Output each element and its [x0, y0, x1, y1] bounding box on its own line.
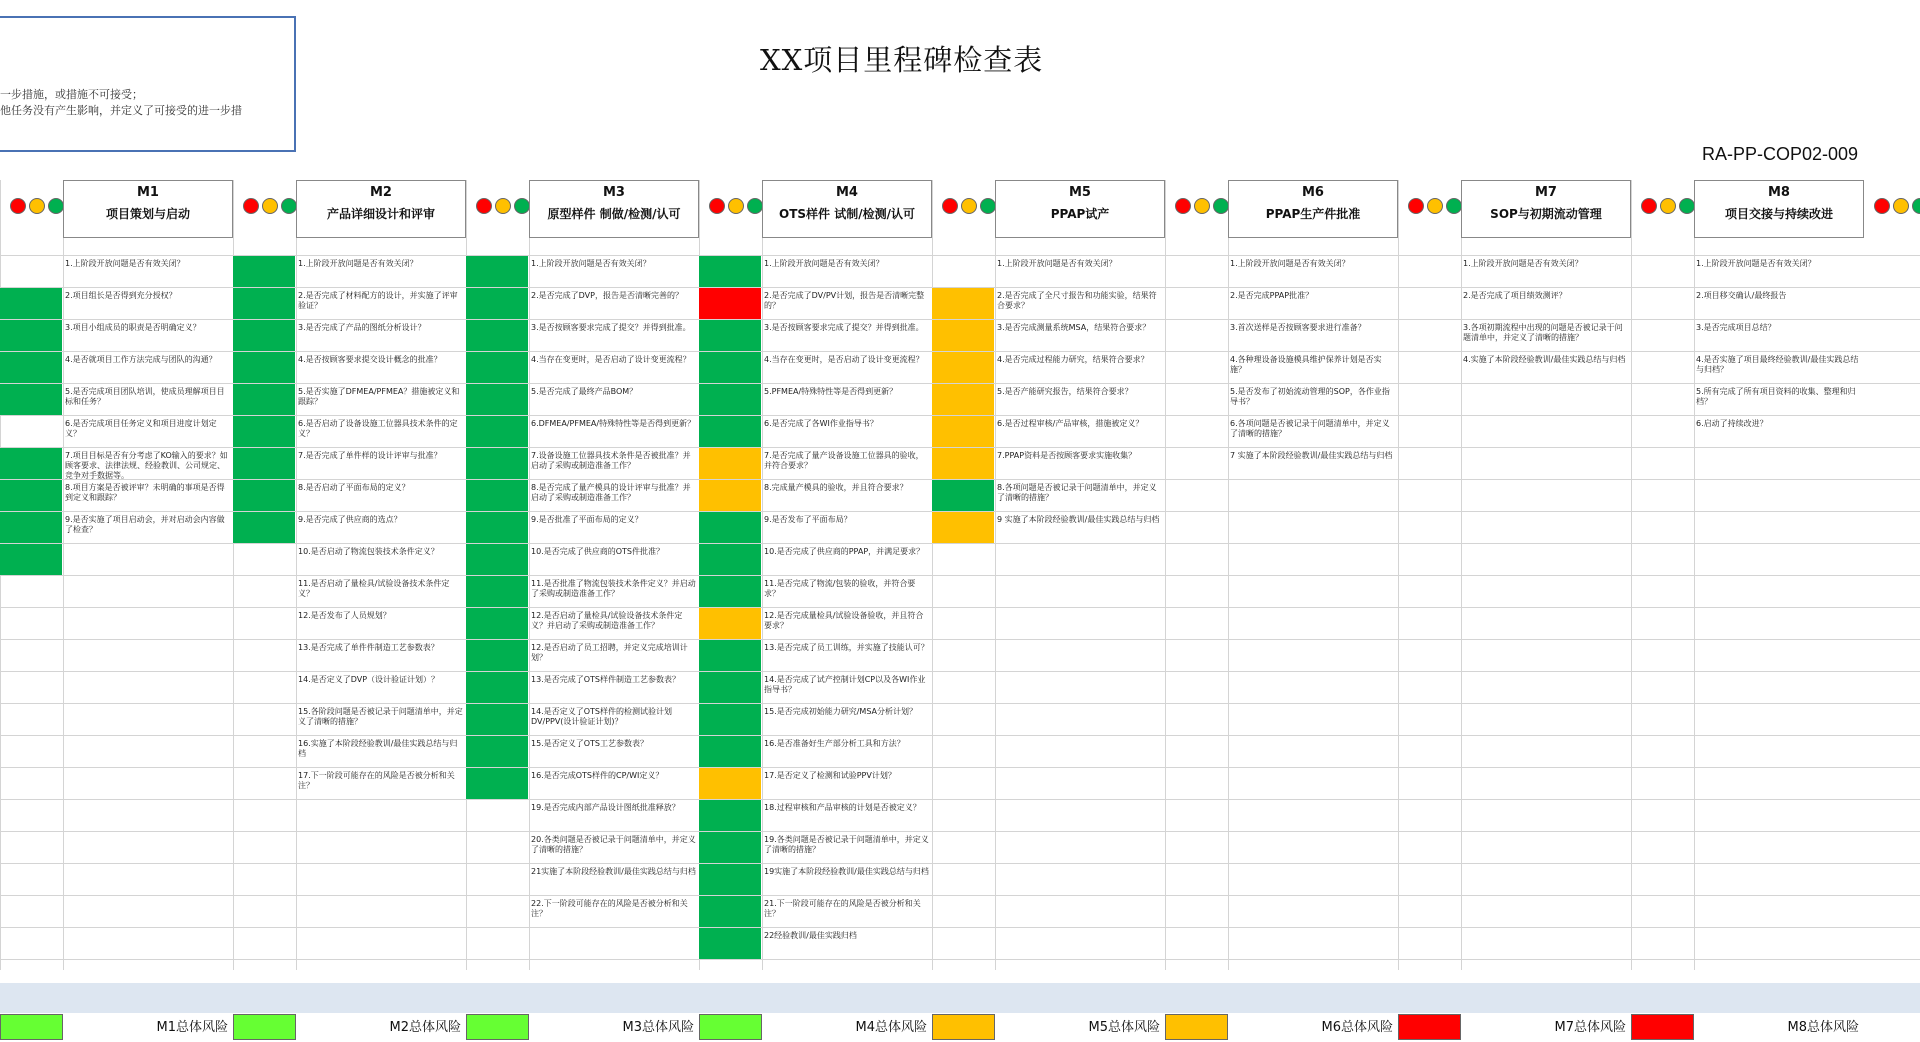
status-cell-amber	[932, 448, 994, 479]
task-item: 16.是否完成OTS样件的CP/WI定义？	[531, 771, 664, 780]
overall-risk-indicator-m6	[1398, 1014, 1461, 1040]
task-item: 11.是否启动了量检具/试验设备技术条件定义？	[298, 579, 450, 598]
note-line-1: 一步措施，或措施不可接受；	[0, 88, 143, 101]
task-item: 7.是否完成了单件样的设计评审与批准？	[298, 451, 442, 460]
task-item: 2.项目组长是否得到充分授权？	[65, 291, 177, 300]
task-item: 12.是否发布了人员规划？	[298, 611, 391, 620]
status-cell-green	[233, 256, 295, 287]
task-item: 10.是否完成了供应商的OTS件批准？	[531, 547, 664, 556]
task-item: 9.是否实施了项目启动会，并对启动会内容做了检查？	[65, 515, 225, 534]
grid-row-line	[0, 703, 1920, 704]
status-cell-green	[932, 480, 994, 511]
status-cell-green	[699, 416, 761, 447]
task-item: 7.设备设施工位器具技术条件是否被批准？并启动了采购或制造准备工作？	[531, 451, 691, 470]
milestone-header-m3	[529, 180, 699, 238]
task-item: 11.是否完成了物流/包装的验收，并符合要求？	[764, 579, 916, 598]
milestone-header-m7	[1461, 180, 1631, 238]
status-cell-green	[466, 704, 528, 735]
status-cell-green	[0, 544, 62, 575]
task-item: 5.是否产能研究报告，结果符合要求？	[997, 387, 1133, 396]
status-cell-green	[699, 800, 761, 831]
task-item: 13.是否完成了员工训练，并实施了技能认可？	[764, 643, 929, 652]
status-cell-green	[466, 736, 528, 767]
amber-light-icon	[1893, 198, 1909, 214]
amber-light-icon	[728, 198, 744, 214]
task-item: 16.是否准备好生产部分析工具和方法？	[764, 739, 905, 748]
status-cell-green	[699, 352, 761, 383]
task-item: 15.是否完成初始能力研究/MSA分析计划？	[764, 707, 918, 716]
task-item: 4.实施了本阶段经验教训/最佳实践总结与归档	[1463, 355, 1626, 364]
status-cell-green	[466, 256, 528, 287]
task-item: 6.是否完成了各WI作业指导书？	[764, 419, 878, 428]
task-item: 1.上阶段开放问题是否有效关闭？	[531, 259, 651, 268]
status-cell-green	[0, 288, 62, 319]
milestone-name: PPAP生产件批准	[1265, 207, 1361, 221]
milestone-name: 项目策划与启动	[105, 207, 190, 221]
status-cell-amber	[699, 480, 761, 511]
overall-risk-indicator-m1	[233, 1014, 296, 1040]
status-cell-green	[233, 320, 295, 351]
task-item: 11.是否批准了物流包装技术条件定义？并启动了采购或制造准备工作？	[531, 579, 696, 598]
task-item: 16.实施了本阶段经验教训/最佳实践总结与归档	[298, 739, 458, 758]
status-cell-green	[466, 512, 528, 543]
milestone-name: SOP与初期流动管理	[1490, 207, 1602, 221]
task-item: 3.项目小组成员的职责是否明确定义？	[65, 323, 201, 332]
task-item: 2.是否完成了材料配方的设计，并实施了评审验证？	[298, 291, 458, 310]
document-code: RA-PP-COP02-009	[1702, 144, 1859, 164]
status-cell-green	[699, 928, 761, 959]
grid-row-line	[0, 863, 1920, 864]
status-cell-amber	[932, 352, 994, 383]
status-cell-green	[699, 576, 761, 607]
grid-col-line	[1398, 180, 1399, 970]
task-item: 6.是否启动了设备设施工位器具技术条件的定义？	[298, 419, 458, 438]
task-item: 2.是否完成了DVP，报告是否清晰完善的？	[531, 291, 683, 300]
overall-risk-label-m1: M1总体风险	[156, 1020, 228, 1035]
milestone-header-m5	[995, 180, 1165, 238]
status-cell-green	[233, 416, 295, 447]
status-cell-amber	[932, 416, 994, 447]
task-item: 20.各类问题是否被记录于问题清单中，并定义了清晰的措施？	[531, 835, 696, 854]
status-cell-green	[233, 512, 295, 543]
task-item: 5.是否完成项目团队培训，使成员理解项目目标和任务？	[65, 387, 225, 406]
status-cell-green	[0, 448, 62, 479]
task-item: 15.各阶段问题是否被记录于问题清单中，并定义了清晰的措施？	[298, 707, 463, 726]
task-item: 1.上阶段开放问题是否有效关闭？	[1463, 259, 1583, 268]
status-cell-green	[466, 608, 528, 639]
task-item: 19.是否完成内部产品设计图纸批准释放？	[531, 803, 680, 812]
status-cell-green	[233, 352, 295, 383]
status-cell-amber	[932, 288, 994, 319]
status-cell-green	[699, 736, 761, 767]
task-item: 5.是否实施了DFMEA/PFMEA？措施被定义和跟踪？	[298, 387, 460, 406]
status-cell-green	[466, 544, 528, 575]
task-item: 8.是否完成了量产模具的设计评审与批准？并启动了采购或制造准备工作？	[531, 483, 691, 502]
task-item: 1.上阶段开放问题是否有效关闭？	[1230, 259, 1350, 268]
task-item: 8.项目方案是否被评审？未明确的事项是否得到定义和跟踪？	[65, 483, 225, 502]
task-item: 4.各种理设备设施模具维护保养计划是否实施？	[1230, 355, 1382, 374]
status-cell-green	[699, 672, 761, 703]
task-item: 17.是否定义了检测和试验PPV计划？	[764, 771, 896, 780]
overall-risk-label-m5: M5总体风险	[1088, 1020, 1160, 1035]
red-light-icon	[1641, 198, 1657, 214]
milestone-name: 项目交接与持续改进	[1724, 207, 1833, 221]
task-item: 5.是否完成了最终产品BOM？	[531, 387, 638, 396]
status-cell-amber	[699, 448, 761, 479]
task-item: 12.是否完成量检具/试验设备验收，并且符合要求？	[764, 611, 924, 630]
task-item: 1.上阶段开放问题是否有效关闭？	[997, 259, 1117, 268]
task-item: 9 实施了本阶段经验教训/最佳实践总结与归档	[997, 515, 1160, 524]
green-light-icon	[1213, 198, 1229, 214]
task-item: 5.是否发布了初始流动管理的SOP，各作业指导书？	[1230, 387, 1390, 406]
task-item: 3.首次送样是否按顾客要求进行准备？	[1230, 323, 1366, 332]
grid-row-line	[0, 927, 1920, 928]
task-item: 8.各项问题是否被记录于问题清单中，并定义了清晰的措施？	[997, 483, 1157, 502]
task-item: 4.当存在变更时，是否启动了设计变更流程？	[531, 355, 691, 364]
task-item: 21实施了本阶段经验教训/最佳实践总结与归档	[531, 867, 696, 876]
milestone-header-m4	[762, 180, 932, 238]
task-item: 1.上阶段开放问题是否有效关闭？	[1696, 259, 1816, 268]
traffic-light-m2	[243, 198, 297, 218]
overall-risk-indicator-m5	[1165, 1014, 1228, 1040]
status-cell-green	[466, 448, 528, 479]
milestone-header-m8	[1694, 180, 1864, 238]
milestone-name: OTS样件 试制/检测/认可	[779, 207, 915, 221]
milestone-code: M1	[137, 185, 159, 200]
status-cell-green	[233, 480, 295, 511]
milestone-code: M8	[1768, 185, 1790, 200]
task-item: 2.是否完成了DV/PV计划，报告是否清晰完整的？	[764, 291, 925, 310]
status-cell-green	[699, 832, 761, 863]
overall-risk-label-m4: M4总体风险	[855, 1020, 927, 1035]
milestone-code: M4	[836, 185, 858, 200]
milestone-name: 原型样件 制做/检测/认可	[547, 207, 681, 221]
amber-light-icon	[1660, 198, 1676, 214]
overall-risk-indicator-m2	[466, 1014, 529, 1040]
status-cell-green	[466, 288, 528, 319]
summary-stripe-row	[0, 983, 1920, 1013]
green-light-icon	[747, 198, 763, 214]
task-item: 3.是否按顾客要求完成了提交？并得到批准。	[764, 323, 924, 332]
traffic-light-m6	[1175, 198, 1229, 218]
task-item: 19.各类问题是否被记录于问题清单中，并定义了清晰的措施？	[764, 835, 929, 854]
grid-row-line	[0, 607, 1920, 608]
task-item: 9.是否完成了供应商的选点？	[298, 515, 402, 524]
red-light-icon	[709, 198, 725, 214]
traffic-light-m5	[942, 198, 996, 218]
task-item: 6.DFMEA/PFMEA/特殊特性等是否得到更新？	[531, 419, 696, 428]
amber-light-icon	[1427, 198, 1443, 214]
task-item: 1.上阶段开放问题是否有效关闭？	[298, 259, 418, 268]
green-light-icon	[48, 198, 64, 214]
task-item: 12.是否启动了员工招聘，并定义完成培训计划？	[531, 643, 688, 662]
status-cell-green	[699, 512, 761, 543]
green-light-icon	[281, 198, 297, 214]
task-item: 7.项目目标是否有分考虑了KO输入的要求？如顾客要求、法律法规、经验教训、公司规定、竞争对手数据等。	[65, 451, 228, 479]
task-item: 3.各项初期流程中出现的问题是否被记录于问题清单中，并定义了清晰的措施？	[1463, 323, 1623, 342]
red-light-icon	[10, 198, 26, 214]
traffic-light-m4	[709, 198, 763, 218]
task-item: 3.是否完成了产品的图纸分析设计？	[298, 323, 426, 332]
task-item: 2.是否完成PPAP批准？	[1230, 291, 1314, 300]
traffic-light-edge	[1874, 198, 1920, 218]
overall-risk-label-m8: M8总体风险	[1787, 1020, 1859, 1035]
task-item: 3.是否按顾客要求完成了提交？并得到批准。	[531, 323, 691, 332]
overall-risk-label-m3: M3总体风险	[622, 1020, 694, 1035]
task-item: 12.是否启动了量检具/试验设备技术条件定义？并启动了采购或制造准备工作？	[531, 611, 683, 630]
milestone-header-m1	[63, 180, 233, 238]
task-item: 6.是否完成项目任务定义和项目进度计划定义？	[65, 419, 217, 438]
green-light-icon	[980, 198, 996, 214]
grid-row-line	[0, 959, 1920, 960]
overall-risk-indicator-m3	[699, 1014, 762, 1040]
grid-col-line	[1631, 180, 1632, 970]
status-cell-green	[466, 640, 528, 671]
task-item: 7.是否完成了量产设备设施工位器具的验收，并符合要求？	[764, 451, 924, 470]
overall-risk-indicator-left	[0, 1014, 63, 1040]
red-light-icon	[1408, 198, 1424, 214]
task-item: 2.是否完成了项目绩效测评？	[1463, 291, 1567, 300]
milestone-header-m6	[1228, 180, 1398, 238]
status-cell-green	[699, 544, 761, 575]
status-cell-green	[466, 768, 528, 799]
task-item: 7 实施了本阶段经验教训/最佳实践总结与归档	[1230, 451, 1393, 460]
task-item: 14.是否完成了试产控制计划CP以及各WI作业指导书？	[764, 675, 926, 694]
status-cell-amber	[699, 768, 761, 799]
status-cell-green	[233, 448, 295, 479]
milestone-sheet	[0, 180, 1920, 1042]
green-light-icon	[514, 198, 530, 214]
status-cell-green	[699, 320, 761, 351]
amber-light-icon	[495, 198, 511, 214]
task-item: 21.下一阶段可能存在的风险是否被分析和关注？	[764, 899, 921, 918]
status-cell-green	[0, 480, 62, 511]
traffic-light-m8	[1641, 198, 1695, 218]
grid-row-line	[0, 575, 1920, 576]
task-item: 8.完成量产模具的验收，并且符合要求？	[764, 483, 908, 492]
grid-row-line	[0, 639, 1920, 640]
traffic-light-m3	[476, 198, 530, 218]
task-item: 6.是否过程审核/产品审核，措施被定义？	[997, 419, 1144, 428]
task-item: 10.是否完成了供应商的PPAP，并满足要求？	[764, 547, 925, 556]
task-item: 4.是否按顾客要求提交设计概念的批准？	[298, 355, 442, 364]
task-item: 8.是否启动了平面布局的定义？	[298, 483, 410, 492]
overall-risk-label-m7: M7总体风险	[1554, 1020, 1626, 1035]
green-light-icon	[1446, 198, 1462, 214]
amber-light-icon	[29, 198, 45, 214]
task-item: 17.下一阶段可能存在的风险是否被分析和关注？	[298, 771, 455, 790]
status-cell-green	[466, 352, 528, 383]
task-item: 2.项目移交确认/最终报告	[1696, 291, 1787, 300]
task-item: 5.PFMEA/特殊特性等是否得到更新？	[764, 387, 898, 396]
task-item: 5.所有完成了所有项目资料的收集、整理和归档？	[1696, 387, 1856, 406]
red-light-icon	[1175, 198, 1191, 214]
task-item: 9.是否批准了平面布局的定义？	[531, 515, 643, 524]
task-item: 3.是否完成测量系统MSA，结果符合要求？	[997, 323, 1151, 332]
amber-light-icon	[961, 198, 977, 214]
note-box	[0, 16, 296, 152]
task-item: 4.是否完成过程能力研究，结果符合要求？	[997, 355, 1149, 364]
status-cell-green	[466, 384, 528, 415]
overall-risk-indicator-m4	[932, 1014, 995, 1040]
milestone-code: M6	[1302, 185, 1324, 200]
status-cell-green	[0, 384, 62, 415]
status-cell-green	[466, 576, 528, 607]
task-item: 13.是否完成了单件件制造工艺参数表？	[298, 643, 439, 652]
status-cell-green	[699, 704, 761, 735]
milestone-code: M7	[1535, 185, 1557, 200]
grid-row-line	[0, 767, 1920, 768]
task-item: 6.各项问题是否被记录于问题清单中，并定义了清晰的措施？	[1230, 419, 1390, 438]
task-item: 19实施了本阶段经验教训/最佳实践总结与归档	[764, 867, 929, 876]
red-light-icon	[942, 198, 958, 214]
status-cell-green	[699, 896, 761, 927]
status-cell-green	[0, 352, 62, 383]
task-item: 18.过程审核和产品审核的计划是否被定义？	[764, 803, 921, 812]
task-item: 4.当存在变更时，是否启动了设计变更流程？	[764, 355, 924, 364]
grid-row-line	[0, 543, 1920, 544]
status-cell-red	[699, 288, 761, 319]
task-item: 6.启动了持续改进？	[1696, 419, 1768, 428]
task-item: 14.是否定义了OTS样件的检测试验计划DV/PPV(设计验证计划)？	[531, 707, 672, 726]
task-item: 9.是否发布了平面布局？	[764, 515, 852, 524]
traffic-light-m7	[1408, 198, 1462, 218]
status-cell-green	[0, 320, 62, 351]
milestone-code: M5	[1069, 185, 1091, 200]
amber-light-icon	[262, 198, 278, 214]
task-item: 3.是否完成项目总结？	[1696, 323, 1776, 332]
status-cell-green	[466, 672, 528, 703]
task-item: 14.是否定义了DVP（设计验证计划）？	[298, 675, 440, 684]
green-light-icon	[1912, 198, 1920, 214]
status-cell-green	[233, 384, 295, 415]
amber-light-icon	[1194, 198, 1210, 214]
status-cell-green	[0, 512, 62, 543]
grid-row-line	[0, 831, 1920, 832]
overall-risk-label-m2: M2总体风险	[389, 1020, 461, 1035]
task-item: 7.PPAP资料是否按顾客要求实施收集？	[997, 451, 1137, 460]
task-item: 22.下一阶段可能存在的风险是否被分析和关注？	[531, 899, 688, 918]
milestone-name: PPAP试产	[1050, 207, 1110, 221]
status-cell-green	[699, 384, 761, 415]
grid-row-line	[0, 671, 1920, 672]
status-cell-green	[699, 640, 761, 671]
status-cell-amber	[932, 512, 994, 543]
task-item: 15.是否定义了OTS工艺参数表？	[531, 739, 648, 748]
task-item: 4.是否就项目工作方法完成与团队的沟通？	[65, 355, 217, 364]
status-cell-green	[466, 320, 528, 351]
status-cell-amber	[932, 384, 994, 415]
overall-risk-indicator-m7	[1631, 1014, 1694, 1040]
status-cell-amber	[932, 320, 994, 351]
note-line-2: 他任务没有产生影响，并定义了可接受的进一步措	[0, 104, 242, 117]
status-cell-amber	[699, 608, 761, 639]
red-light-icon	[243, 198, 259, 214]
status-cell-green	[699, 864, 761, 895]
grid-row-line	[0, 895, 1920, 896]
status-cell-green	[466, 416, 528, 447]
task-item: 10.是否启动了物流包装技术条件定义？	[298, 547, 439, 556]
task-item: 13.是否完成了OTS样件制造工艺参数表？	[531, 675, 680, 684]
milestone-code: M3	[603, 185, 625, 200]
task-item: 4.是否实施了项目最终经验教训/最佳实践总结与归档？	[1696, 355, 1859, 374]
red-light-icon	[1874, 198, 1890, 214]
task-item: 22经验教训/最佳实践归档	[764, 931, 857, 940]
grid-col-line	[1165, 180, 1166, 970]
grid-row-line	[0, 735, 1920, 736]
status-cell-green	[699, 256, 761, 287]
task-item: 2.是否完成了全尺寸报告和功能实验，结果符合要求？	[997, 291, 1157, 310]
status-cell-green	[466, 480, 528, 511]
overall-risk-label-m6: M6总体风险	[1321, 1020, 1393, 1035]
grid-row-line	[0, 799, 1920, 800]
task-item: 1.上阶段开放问题是否有效关闭？	[764, 259, 884, 268]
milestone-header-m2	[296, 180, 466, 238]
status-cell-green	[233, 288, 295, 319]
task-item: 1.上阶段开放问题是否有效关闭？	[65, 259, 185, 268]
green-light-icon	[1679, 198, 1695, 214]
milestone-code: M2	[370, 185, 392, 200]
page-title: XX项目里程碑检查表	[760, 43, 1044, 77]
red-light-icon	[476, 198, 492, 214]
traffic-light-m1	[10, 198, 64, 218]
milestone-name: 产品详细设计和评审	[326, 207, 435, 221]
